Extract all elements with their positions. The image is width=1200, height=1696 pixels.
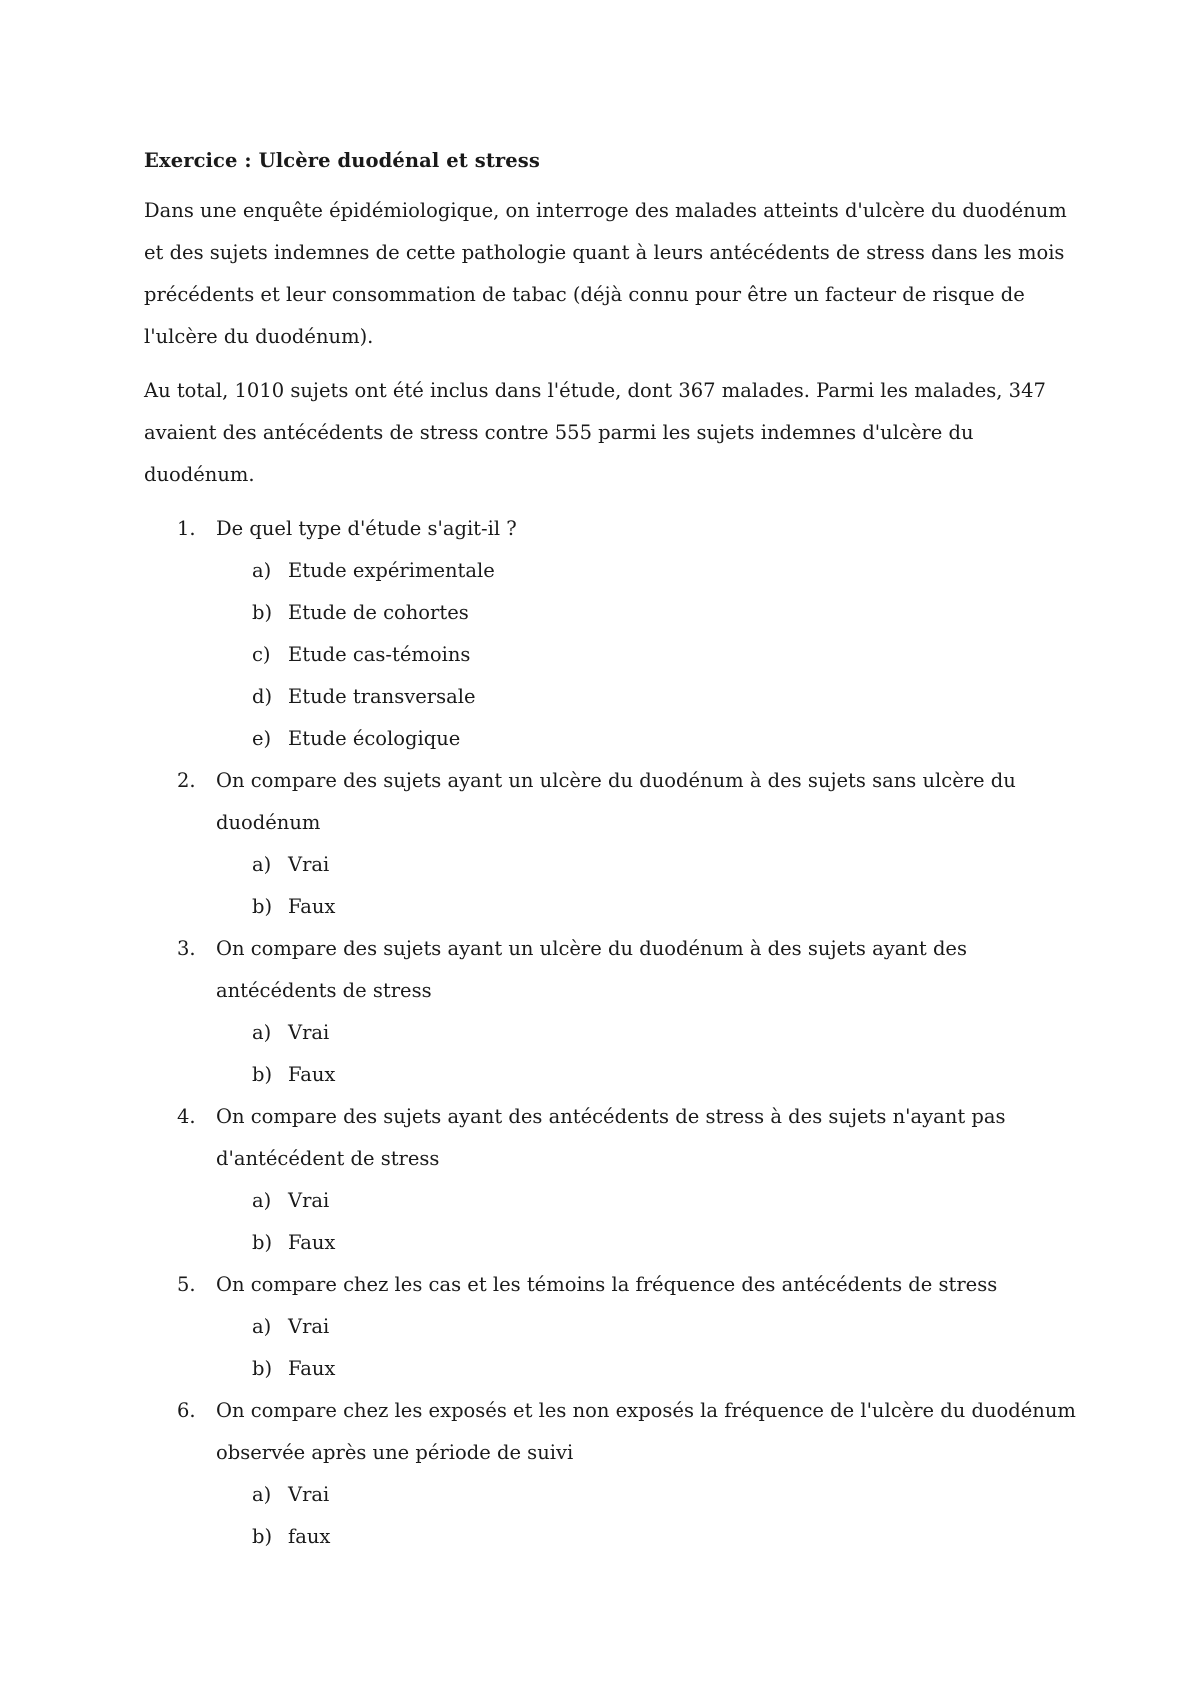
option-text: faux bbox=[288, 1525, 331, 1548]
option-item bbox=[216, 1348, 1074, 1390]
option-letter: e) bbox=[252, 727, 272, 750]
option-letter: b) bbox=[252, 1063, 273, 1086]
option-item bbox=[216, 592, 1074, 634]
option-text: Vrai bbox=[288, 853, 330, 876]
question-item bbox=[144, 928, 1074, 1096]
option-list bbox=[216, 1306, 1074, 1390]
option-text: Faux bbox=[288, 1231, 336, 1254]
option-letter: b) bbox=[252, 1357, 273, 1380]
option-text: Etude cas-témoins bbox=[288, 643, 471, 666]
option-letter: a) bbox=[252, 1483, 272, 1506]
option-item bbox=[216, 886, 1074, 928]
option-letter: a) bbox=[252, 1189, 272, 1212]
option-letter: c) bbox=[252, 643, 271, 666]
option-letter: a) bbox=[252, 1021, 272, 1044]
question-text: On compare chez les cas et les témoins la fréquence des antécédents de stress bbox=[216, 1273, 998, 1296]
option-letter: a) bbox=[252, 559, 272, 582]
data-paragraph: Au total, 1010 sujets ont été inclus dans l'étude, dont 367 malades. Parmi les malades, 347 avaient des antécédents de stress contre 555 parmi les sujets indemnes d'ulcère du duodénum. bbox=[144, 379, 1046, 486]
option-list bbox=[216, 1180, 1074, 1264]
option-text: Vrai bbox=[288, 1483, 330, 1506]
question-item bbox=[144, 1264, 1074, 1390]
question-text: On compare des sujets ayant un ulcère du duodénum à des sujets ayant des antécédents de stress bbox=[216, 937, 967, 1002]
question-number: 1. bbox=[177, 517, 196, 540]
option-item bbox=[216, 1012, 1074, 1054]
option-item bbox=[216, 1054, 1074, 1096]
question-number: 3. bbox=[177, 937, 196, 960]
question-list bbox=[144, 508, 1074, 1558]
question-text: On compare des sujets ayant des antécédents de stress à des sujets n'ayant pas d'antécédent de stress bbox=[216, 1105, 1006, 1170]
option-text: Etude expérimentale bbox=[288, 559, 495, 582]
option-item bbox=[216, 1516, 1074, 1558]
option-item bbox=[216, 718, 1074, 760]
option-list bbox=[216, 1012, 1074, 1096]
question-number: 2. bbox=[177, 769, 196, 792]
option-list bbox=[216, 550, 1074, 760]
option-text: Etude écologique bbox=[288, 727, 461, 750]
question-text: De quel type d'étude s'agit-il ? bbox=[216, 517, 517, 540]
option-text: Etude de cohortes bbox=[288, 601, 469, 624]
question-text: On compare chez les exposés et les non exposés la fréquence de l'ulcère du duodénum observée après une période de suivi bbox=[216, 1399, 1076, 1464]
option-text: Vrai bbox=[288, 1189, 330, 1212]
option-item bbox=[216, 1474, 1074, 1516]
intro-paragraph: Dans une enquête épidémiologique, on interroge des malades atteints d'ulcère du duodénum et des sujets indemnes de cette pathologie quant à leurs antécédents de stress dans les mois précédents et leur consommation de tabac (déjà connu pour être un facteur de risque de l'ulcère du duodénum). bbox=[144, 199, 1067, 348]
option-item bbox=[216, 1180, 1074, 1222]
question-item bbox=[144, 1096, 1074, 1264]
question-item bbox=[144, 760, 1074, 928]
option-letter: b) bbox=[252, 601, 273, 624]
option-item bbox=[216, 1222, 1074, 1264]
option-letter: d) bbox=[252, 685, 273, 708]
option-text: Faux bbox=[288, 895, 336, 918]
question-number: 6. bbox=[177, 1399, 196, 1422]
option-item bbox=[216, 676, 1074, 718]
option-text: Vrai bbox=[288, 1021, 330, 1044]
question-number: 5. bbox=[177, 1273, 196, 1296]
option-letter: b) bbox=[252, 895, 273, 918]
question-item bbox=[144, 508, 1074, 760]
option-item bbox=[216, 844, 1074, 886]
option-letter: a) bbox=[252, 853, 272, 876]
exercise-title: Exercice : Ulcère duodénal et stress bbox=[144, 149, 540, 172]
question-number: 4. bbox=[177, 1105, 196, 1128]
question-text: On compare des sujets ayant un ulcère du duodénum à des sujets sans ulcère du duodénum bbox=[216, 769, 1016, 834]
option-item bbox=[216, 550, 1074, 592]
option-letter: b) bbox=[252, 1231, 273, 1254]
option-text: Vrai bbox=[288, 1315, 330, 1338]
option-item bbox=[216, 634, 1074, 676]
option-text: Faux bbox=[288, 1357, 336, 1380]
option-text: Etude transversale bbox=[288, 685, 476, 708]
question-item bbox=[144, 1390, 1074, 1558]
option-list bbox=[216, 844, 1074, 928]
option-letter: a) bbox=[252, 1315, 272, 1338]
option-text: Faux bbox=[288, 1063, 336, 1086]
option-list bbox=[216, 1474, 1074, 1558]
option-letter: b) bbox=[252, 1525, 273, 1548]
document-page bbox=[144, 140, 1074, 1558]
option-item bbox=[216, 1306, 1074, 1348]
